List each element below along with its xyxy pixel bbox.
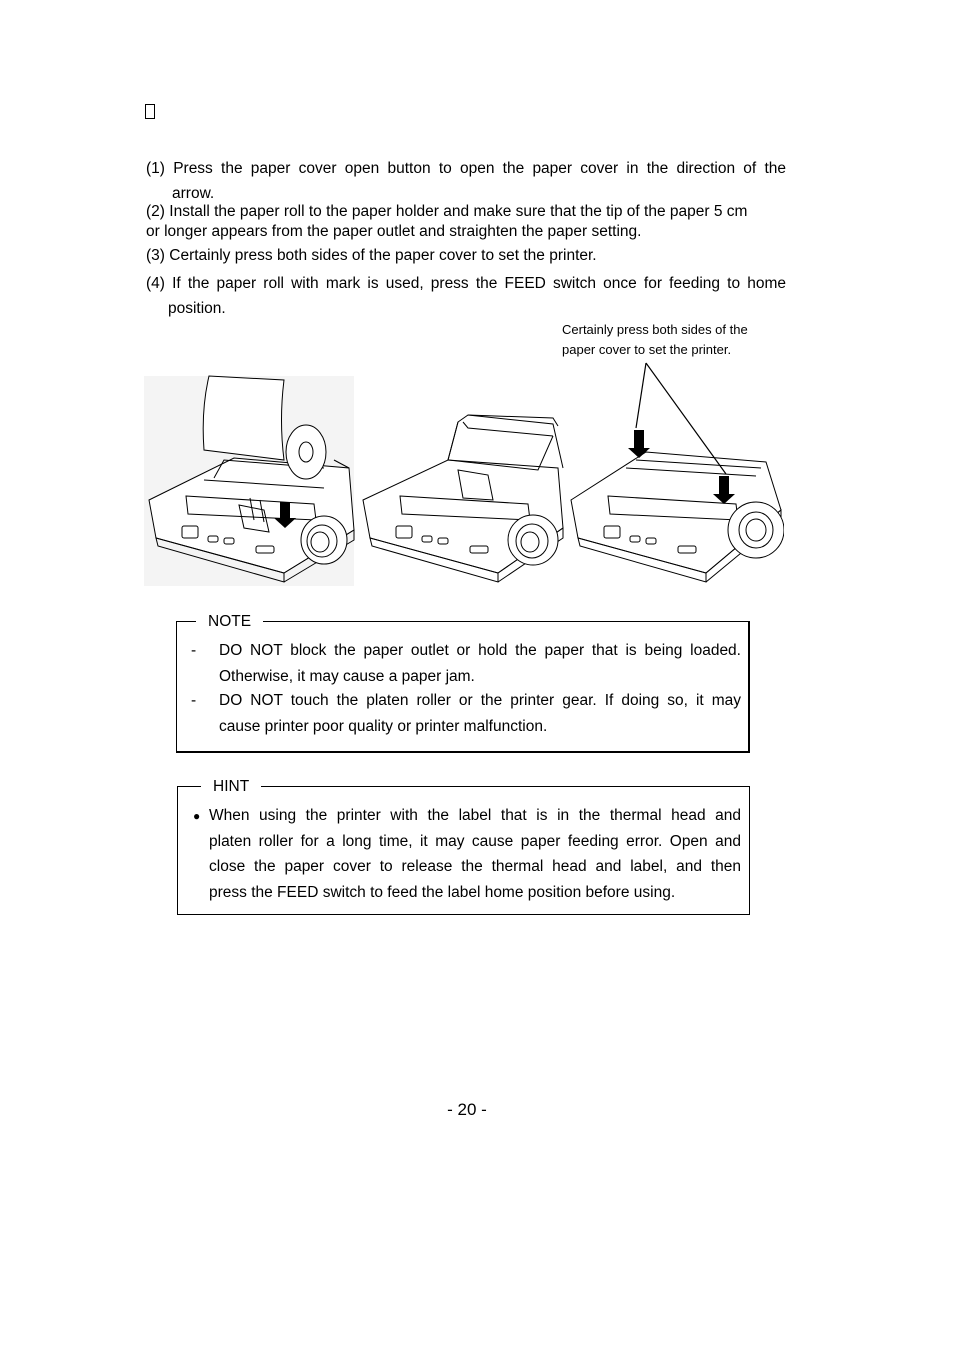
- step-4-line2: position.: [168, 300, 226, 317]
- figure-callout: Certainly press both sides of the paper cover to set the printer.: [562, 322, 748, 357]
- step-1: [146, 156, 786, 206]
- step-1-line1: (1) Press the paper cover open button to open the paper cover in the direction of the: [146, 160, 786, 177]
- printer-illustration: [144, 360, 784, 586]
- missing-glyph-box: [145, 104, 155, 119]
- step-2-line2: or longer appears from the paper outlet and straighten the paper setting.: [146, 223, 642, 240]
- step-2: [146, 202, 786, 242]
- dash-bullet: -: [191, 642, 197, 659]
- page-number: - 20 -: [447, 1100, 487, 1119]
- step-3: (3) Certainly press both sides of the paper cover to set the printer.: [146, 247, 597, 264]
- hint-box: HINT ● When using the printer with the label that is in the thermal head and platen roller for a long time, it may cause paper feeding error. Open and close the paper cover to release the thermal head and label, and then press the FEED switch to feed the label home position before using.: [177, 786, 750, 915]
- hint-title: HINT: [201, 778, 261, 796]
- note-box: NOTE - DO NOT block the paper outlet or hold the paper that is being loaded. Otherwise, it may cause a paper jam. - DO NOT touch the platen roller or the printer gear. If doing so, it may cause printer poor quality or printer malfunction.: [176, 621, 750, 753]
- step-1-line2: arrow.: [172, 185, 215, 202]
- bullet-icon: ●: [193, 809, 201, 823]
- step-2-line1: (2) Install the paper roll to the paper holder and make sure that the tip of the paper 5 cm: [146, 203, 748, 220]
- step-4: [146, 271, 786, 321]
- printer-paper-set: [363, 415, 563, 582]
- dash-bullet: -: [191, 692, 197, 709]
- printer-cover-closed: [571, 452, 784, 582]
- step-4-line1: (4) If the paper roll with mark is used, press the FEED switch once for feeding to home: [146, 275, 786, 292]
- note-title: NOTE: [196, 613, 263, 631]
